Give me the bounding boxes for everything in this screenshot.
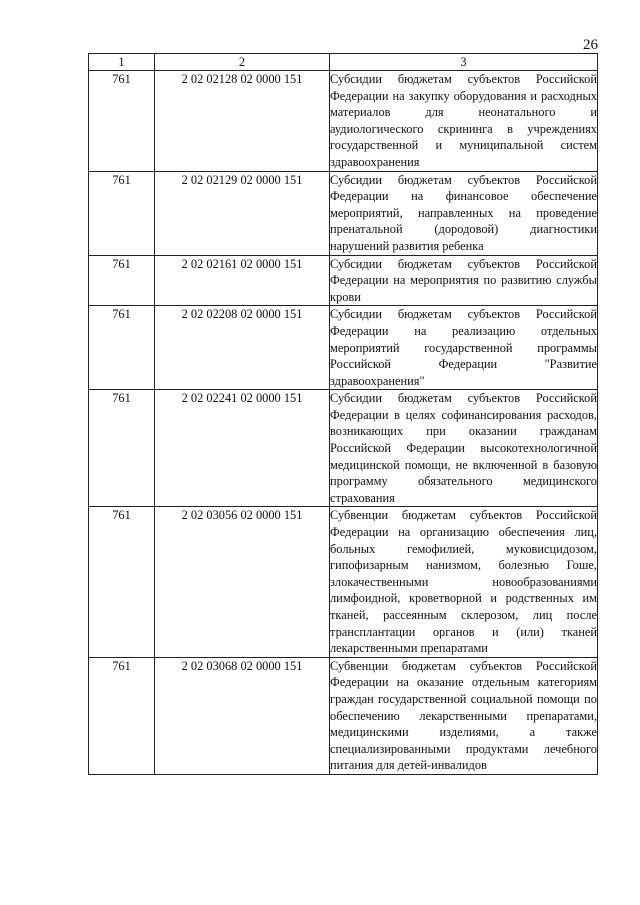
revenue-name-cell: Субвенции бюджетам субъектов Российской Федерации на организацию обеспечения лиц, больных гемофилией, муковисцидозом, гипофизарным нанизмом, болезнью Гоше, злокачественными новообразованиями лимфоидной, кроветворной и родственных им тканей, рассеянным склерозом, лиц после трансплантации органов и (или) тканей лекарственными препаратами xyxy=(330,507,598,657)
admin-code-cell: 761 xyxy=(89,507,155,657)
admin-code-cell: 761 xyxy=(89,71,155,172)
table-body xyxy=(89,71,598,775)
budget-code-cell: 2 02 02161 02 0000 151 xyxy=(155,255,330,306)
budget-code-cell: 2 02 02241 02 0000 151 xyxy=(155,390,330,507)
table-row xyxy=(89,306,598,390)
table-row xyxy=(89,390,598,507)
table-row xyxy=(89,657,598,774)
table-row xyxy=(89,255,598,306)
column-header-3: 3 xyxy=(330,54,598,71)
admin-code-cell: 761 xyxy=(89,390,155,507)
table-row xyxy=(89,71,598,172)
budget-classification-table xyxy=(88,53,598,775)
admin-code-cell: 761 xyxy=(89,306,155,390)
table-row xyxy=(89,507,598,657)
revenue-name-cell: Субвенции бюджетам субъектов Российской Федерации на оказание отдельным категориям граждан государственной социальной помощи по обеспечению лекарственными препаратами, медицинскими изделиями, а также специализированными продуктами лечебного питания для детей-инвалидов xyxy=(330,657,598,774)
column-header-1: 1 xyxy=(89,54,155,71)
table-row xyxy=(89,171,598,255)
admin-code-cell: 761 xyxy=(89,657,155,774)
table-header xyxy=(89,54,598,71)
revenue-name-cell: Субсидии бюджетам субъектов Российской Федерации на реализацию отдельных мероприятий государственной программы Российской Федерации "Развитие здравоохранения" xyxy=(330,306,598,390)
budget-code-cell: 2 02 02129 02 0000 151 xyxy=(155,171,330,255)
revenue-name-cell: Субсидии бюджетам субъектов Российской Федерации в целях софинансирования расходов, возникающих при оказании гражданам Российской Федерации высокотехнологичной медицинской помощи, не включенной в базовую программу обязательного медицинского страхования xyxy=(330,390,598,507)
revenue-name-cell: Субсидии бюджетам субъектов Российской Федерации на финансовое обеспечение мероприятий, направленных на проведение пренатальной (дородовой) диагностики нарушений развития ребенка xyxy=(330,171,598,255)
column-header-2: 2 xyxy=(155,54,330,71)
budget-code-cell: 2 02 02128 02 0000 151 xyxy=(155,71,330,172)
budget-code-cell: 2 02 02208 02 0000 151 xyxy=(155,306,330,390)
revenue-name-cell: Субсидии бюджетам субъектов Российской Федерации на мероприятия по развитию службы крови xyxy=(330,255,598,306)
header-row xyxy=(89,54,598,71)
admin-code-cell: 761 xyxy=(89,255,155,306)
budget-code-cell: 2 02 03068 02 0000 151 xyxy=(155,657,330,774)
budget-code-cell: 2 02 03056 02 0000 151 xyxy=(155,507,330,657)
page-number: 26 xyxy=(583,37,598,53)
revenue-name-cell: Субсидии бюджетам субъектов Российской Федерации на закупку оборудования и расходных материалов для неонатального и аудиологического скрининга в учреждениях государственной и муниципальной систем здравоохранения xyxy=(330,71,598,172)
admin-code-cell: 761 xyxy=(89,171,155,255)
